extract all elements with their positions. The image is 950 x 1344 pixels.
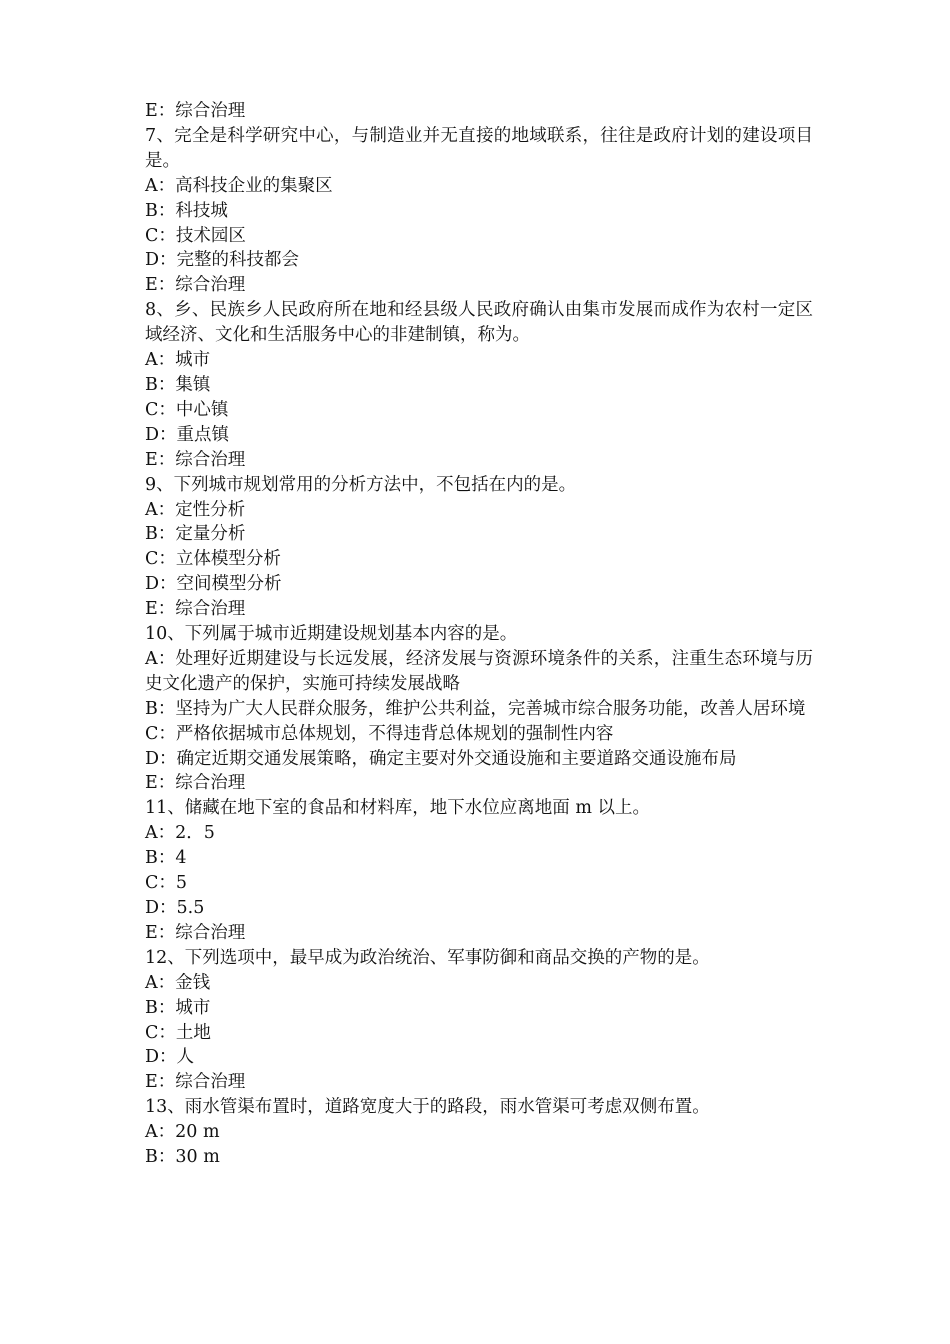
option-line: E：综合治理: [145, 1072, 246, 1093]
option-line: D：完整的科技都会: [145, 250, 300, 271]
option-line: D：人: [145, 1047, 195, 1068]
option-line: E：综合治理: [145, 599, 246, 620]
option-line: D：重点镇: [145, 424, 230, 445]
option-line: C：中心镇: [145, 399, 229, 420]
question-12: 12、下列选项中，最早成为政治统治、军事防御和商品交换的产物的是。: [145, 947, 710, 968]
option-line: A：20 m: [145, 1122, 220, 1143]
option-line: E：综合治理: [145, 101, 246, 121]
option-line: E：综合治理: [145, 275, 246, 296]
option-line: D：5.5: [145, 898, 205, 918]
option-line: B：科技城: [145, 200, 228, 221]
question-7: 7、完全是科学研究中心，与制造业并无直接的地域联系，往往是政府计划的建设项目是。: [145, 125, 813, 171]
option-line: B：坚持为广大人民群众服务，维护公共利益，完善城市综合服务功能，改善人居环境: [145, 698, 806, 719]
option-line: C：严格依据城市总体规划，不得违背总体规划的强制性内容: [145, 723, 614, 744]
option-line: A：处理好近期建设与长远发展，经济发展与资源环境条件的关系，注重生态环境与历史文化遗产的保护，实施可持续发展战略: [145, 648, 813, 694]
option-line: A：2．5: [145, 823, 215, 844]
option-line: B：集镇: [145, 374, 211, 395]
question-8: 8、乡、民族乡人民政府所在地和经县级人民政府确认由集市发展而成作为农村一定区域经济、文化和生活服务中心的非建制镇，称为。: [145, 300, 813, 346]
question-13: 13、雨水管渠布置时，道路宽度大于的路段，雨水管渠可考虑双侧布置。: [145, 1097, 710, 1118]
question-11: 11、储藏在地下室的食品和材料库，地下水位应离地面 m 以上。: [145, 798, 650, 819]
option-line: E：综合治理: [145, 922, 246, 943]
option-line: C：立体模型分析: [145, 549, 281, 570]
question-10: 10、下列属于城市近期建设规划基本内容的是。: [145, 624, 518, 645]
option-line: C：土地: [145, 1022, 211, 1043]
question-9: 9、下列城市规划常用的分析方法中，不包括在内的是。: [145, 474, 577, 495]
option-line: B：定量分析: [145, 524, 246, 545]
document-body: [145, 99, 813, 1170]
option-line: E：综合治理: [145, 773, 246, 794]
option-line: D：确定近期交通发展策略，确定主要对外交通设施和主要道路交通设施布局: [145, 748, 737, 769]
option-line: A：高科技企业的集聚区: [145, 175, 333, 196]
option-line: A：城市: [145, 350, 211, 371]
option-line: A：定性分析: [145, 499, 246, 520]
option-line: B：30 m: [145, 1147, 220, 1168]
option-line: B：城市: [145, 997, 211, 1018]
option-line: C：技术园区: [145, 225, 246, 246]
option-line: C：5: [145, 873, 188, 894]
option-line: E：综合治理: [145, 449, 246, 470]
option-line: A：金钱: [145, 972, 211, 993]
option-line: D：空间模型分析: [145, 574, 282, 595]
option-line: B：4: [145, 848, 187, 869]
